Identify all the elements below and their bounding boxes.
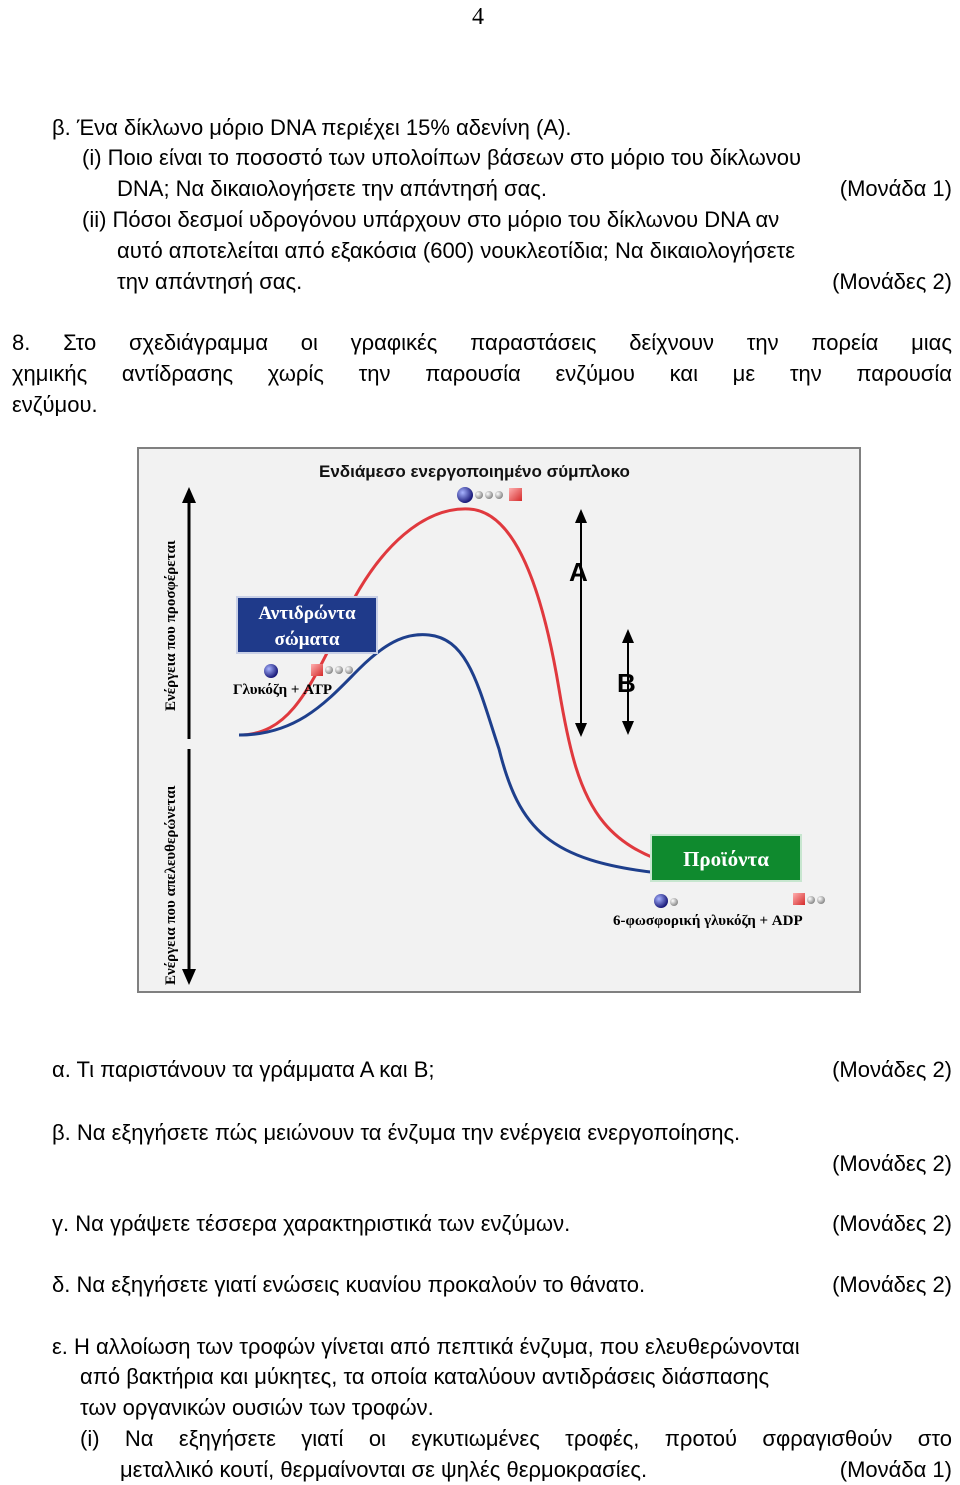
question-b: β. Να εξηγήσετε πώς μειώνουν τα ένζυμα την ενέργεια ενεργοποίησης. xyxy=(52,1120,741,1145)
energy-diagram xyxy=(137,447,861,993)
q7b-i-line2: DNA; Να δικαιολογήσετε την απάντησή σας. xyxy=(117,176,548,201)
reactants-line1: Αντιδρώντα xyxy=(258,603,356,624)
label-b: B xyxy=(617,668,636,698)
q8-line3: ενζύμου. xyxy=(12,392,98,417)
question-e-i-line1: (i) Να εξηγήσετε γιατί οι εγκυτιωμένες τροφές, προτού σφραγισθούν στο xyxy=(80,1426,952,1451)
q7b-i-line1: (i) Ποιο είναι το ποσοστό των υπολοίπων βάσεων στο μόριο του δίκλωνου xyxy=(82,145,802,170)
products-label: Προϊόντα xyxy=(683,847,769,871)
arrow-b-bottom-head xyxy=(622,721,634,735)
y-axis-arrow-down xyxy=(182,969,196,985)
page-number: 4 xyxy=(472,4,484,30)
question-e-i-marks: (Μονάδα 1) xyxy=(839,1457,952,1482)
arrow-b-top-head xyxy=(622,629,634,643)
activated-complex-title: Ενδιάμεσο ενεργοποιημένο σύμπλοκο xyxy=(319,462,630,481)
question-e-line3: των οργανικών ουσιών των τροφών. xyxy=(80,1395,434,1420)
q8-line2: χημικής αντίδρασης χωρίς την παρουσία ενζύμου και με την παρουσία xyxy=(12,361,952,386)
q7b-ii-line2: αυτό αποτελείται από εξακόσια (600) νουκλεοτίδια; Να δικαιολογήσετε xyxy=(117,238,796,263)
q8-line1: 8. Στο σχεδιάγραμμα οι γραφικές παραστάσεις δείχνουν την πορεία μιας xyxy=(12,330,952,355)
question-a-marks: (Μονάδες 2) xyxy=(832,1057,952,1082)
label-a: A xyxy=(569,557,588,587)
arrow-a-bottom-head xyxy=(575,723,587,737)
products-formula: 6-φωσφορική γλυκόζη + ADP xyxy=(613,913,803,929)
q7b-i-marks: (Μονάδα 1) xyxy=(839,176,952,201)
question-d: δ. Να εξηγήσετε γιατί ενώσεις κυανίου προκαλούν το θάνατο. xyxy=(52,1272,646,1297)
reactants-formula: Γλυκόζη + ATP xyxy=(233,682,333,698)
y-label-lower: Ενέργεια που απελευθερώνεται xyxy=(163,785,179,985)
energy-diagram-svg xyxy=(139,449,859,991)
question-e-line1: ε. Η αλλοίωση των τροφών γίνεται από πεπτικά ένζυμα, που ελευθερώνονται xyxy=(52,1334,800,1359)
q7b-ii-line1: (ii) Πόσοι δεσμοί υδρογόνου υπάρχουν στο μόριο του δίκλωνου DNA αν xyxy=(82,207,780,232)
reactant-molecules xyxy=(264,664,353,678)
y-axis-arrow-up xyxy=(182,487,196,503)
reactants-line2: σώματα xyxy=(274,629,340,650)
arrow-a-top-head xyxy=(575,509,587,523)
question-c: γ. Να γράψετε τέσσερα χαρακτηριστικά των ενζύμων. xyxy=(52,1211,571,1236)
q7b-intro: β. Ένα δίκλωνο μόριο DNA περιέχει 15% αδενίνη (Α). xyxy=(52,115,572,140)
question-b-marks: (Μονάδες 2) xyxy=(832,1151,952,1176)
question-a: α. Τι παριστάνουν τα γράμματα Α και Β; xyxy=(52,1057,435,1082)
question-c-marks: (Μονάδες 2) xyxy=(832,1211,952,1236)
question-e-i-line2: μεταλλικό κουτί, θερμαίνονται σε ψηλές θερμοκρασίες. xyxy=(120,1457,648,1482)
q7b-ii-line3: την απάντησή σας. xyxy=(117,269,303,294)
question-e-line2: από βακτήρια και μύκητες, τα οποία καταλύουν αντιδράσεις διάσπασης xyxy=(80,1364,770,1389)
activated-complex-molecules xyxy=(457,487,522,503)
question-d-marks: (Μονάδες 2) xyxy=(832,1272,952,1297)
y-label-upper: Ενέργεια που προσφέρεται xyxy=(163,540,179,711)
product-molecules xyxy=(654,893,825,908)
q7b-ii-marks: (Μονάδες 2) xyxy=(832,269,952,294)
